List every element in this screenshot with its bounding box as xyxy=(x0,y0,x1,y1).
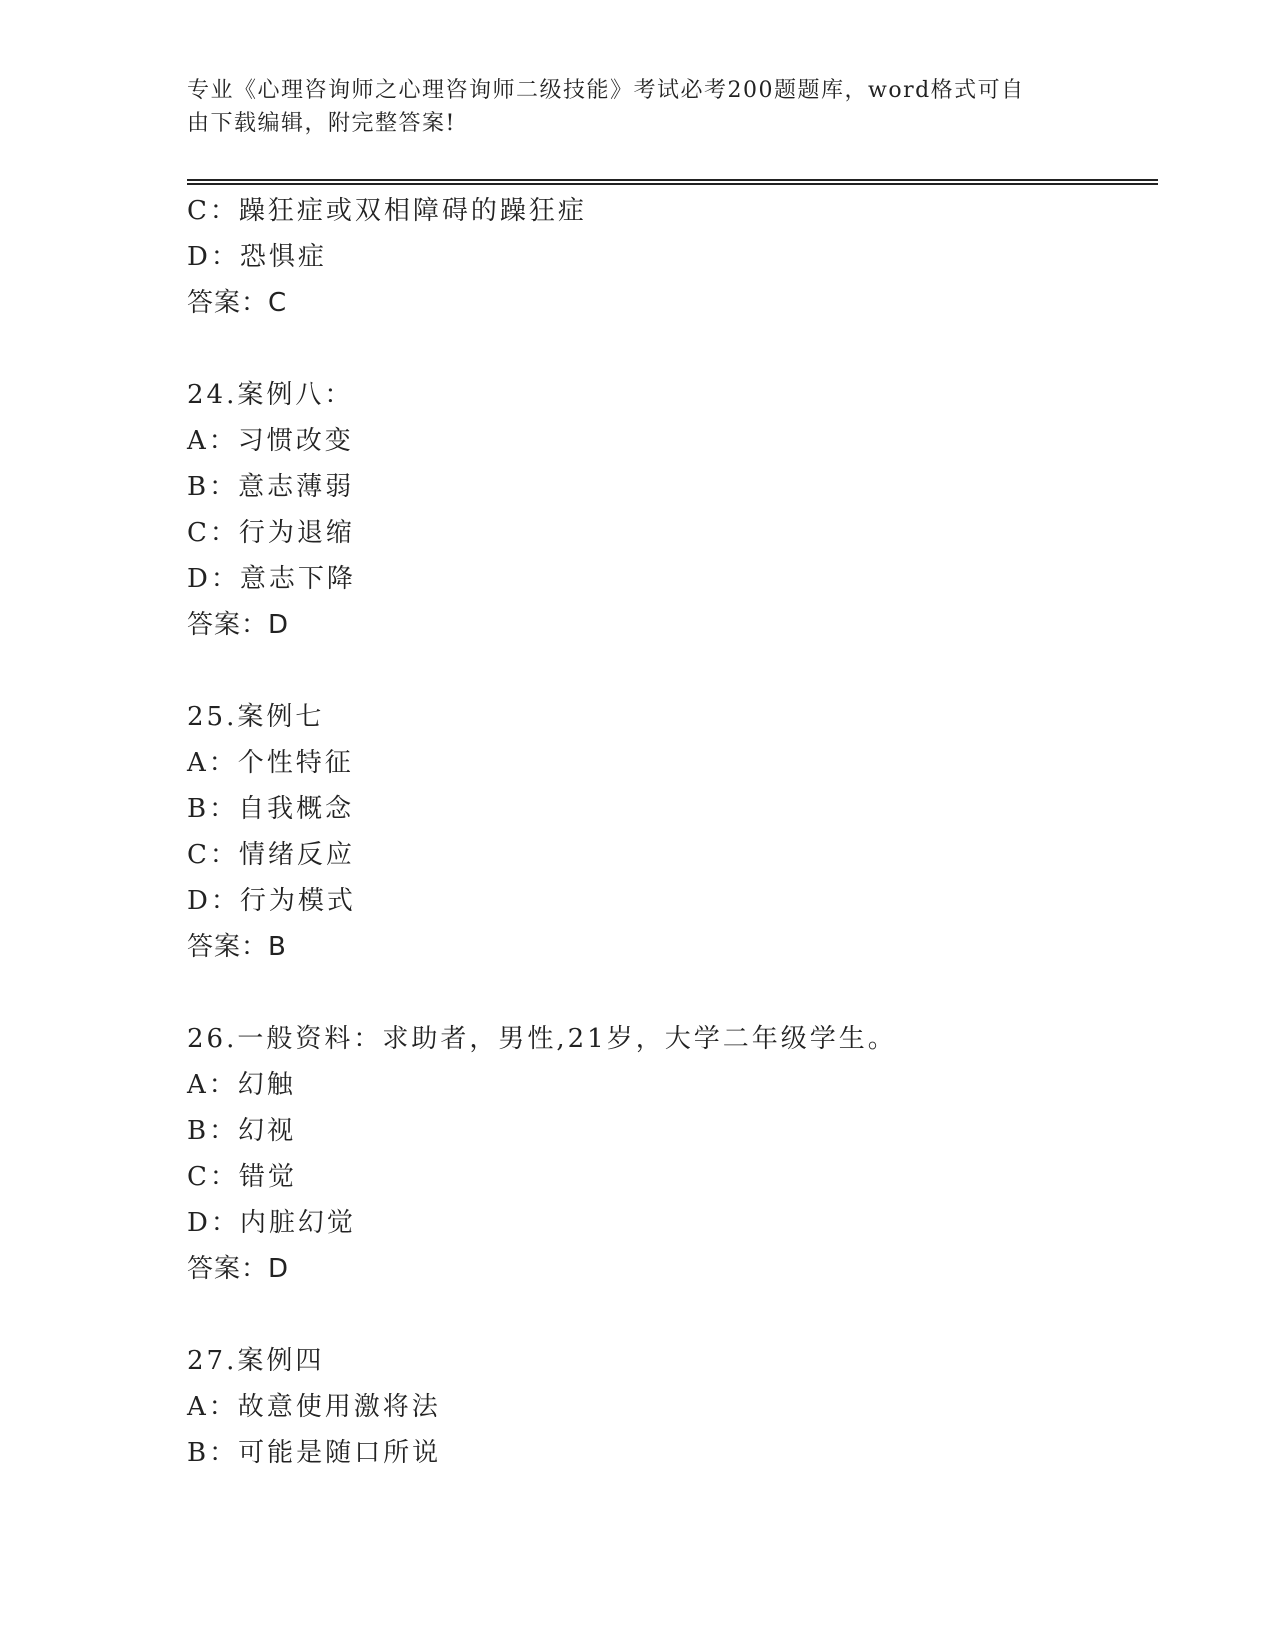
header-line-1: 专业《心理咨询师之心理咨询师二级技能》考试必考200题题库，word格式可自 xyxy=(187,78,1025,103)
spacer xyxy=(187,970,1158,1016)
option-b: B：幻视 xyxy=(187,1116,297,1146)
option-b: B：可能是随口所说 xyxy=(187,1438,442,1468)
option-c: C：错觉 xyxy=(187,1162,297,1192)
spacer xyxy=(187,648,1158,694)
option-d: D：行为模式 xyxy=(187,886,356,916)
header-divider-top xyxy=(187,179,1158,181)
option-d: D：意志下降 xyxy=(187,564,356,594)
question-continuation xyxy=(187,188,1158,326)
spacer xyxy=(187,1292,1158,1338)
option-c: C：行为退缩 xyxy=(187,518,355,548)
option-c: C：躁狂症或双相障碍的躁狂症 xyxy=(187,196,587,226)
option-a: A：幻触 xyxy=(187,1070,296,1100)
question-27 xyxy=(187,1338,1158,1476)
question-25 xyxy=(187,694,1158,970)
option-a: A：故意使用激将法 xyxy=(187,1392,441,1422)
answer-line: 答案：C xyxy=(187,288,288,318)
option-d: D：内脏幻觉 xyxy=(187,1208,356,1238)
question-stem: 27.案例四 xyxy=(187,1346,325,1376)
option-d: D：恐惧症 xyxy=(187,242,327,272)
header-line-2: 由下载编辑，附完整答案! xyxy=(187,111,456,136)
question-26 xyxy=(187,1016,1158,1292)
document-header xyxy=(187,74,1067,140)
question-stem: 25.案例七 xyxy=(187,702,325,732)
option-a: A：习惯改变 xyxy=(187,426,354,456)
header-divider-bottom xyxy=(187,183,1158,185)
question-list xyxy=(187,188,1158,1476)
option-c: C：情绪反应 xyxy=(187,840,355,870)
option-b: B：自我概念 xyxy=(187,794,355,824)
option-a: A：个性特征 xyxy=(187,748,354,778)
answer-line: 答案：D xyxy=(187,610,290,640)
option-b: B：意志薄弱 xyxy=(187,472,355,502)
question-stem: 26.一般资料：求助者，男性,21岁，大学二年级学生。 xyxy=(187,1024,897,1054)
question-24 xyxy=(187,372,1158,648)
answer-line: 答案：D xyxy=(187,1254,290,1284)
spacer xyxy=(187,326,1158,372)
answer-line: 答案：B xyxy=(187,932,287,962)
question-stem: 24.案例八： xyxy=(187,380,354,410)
